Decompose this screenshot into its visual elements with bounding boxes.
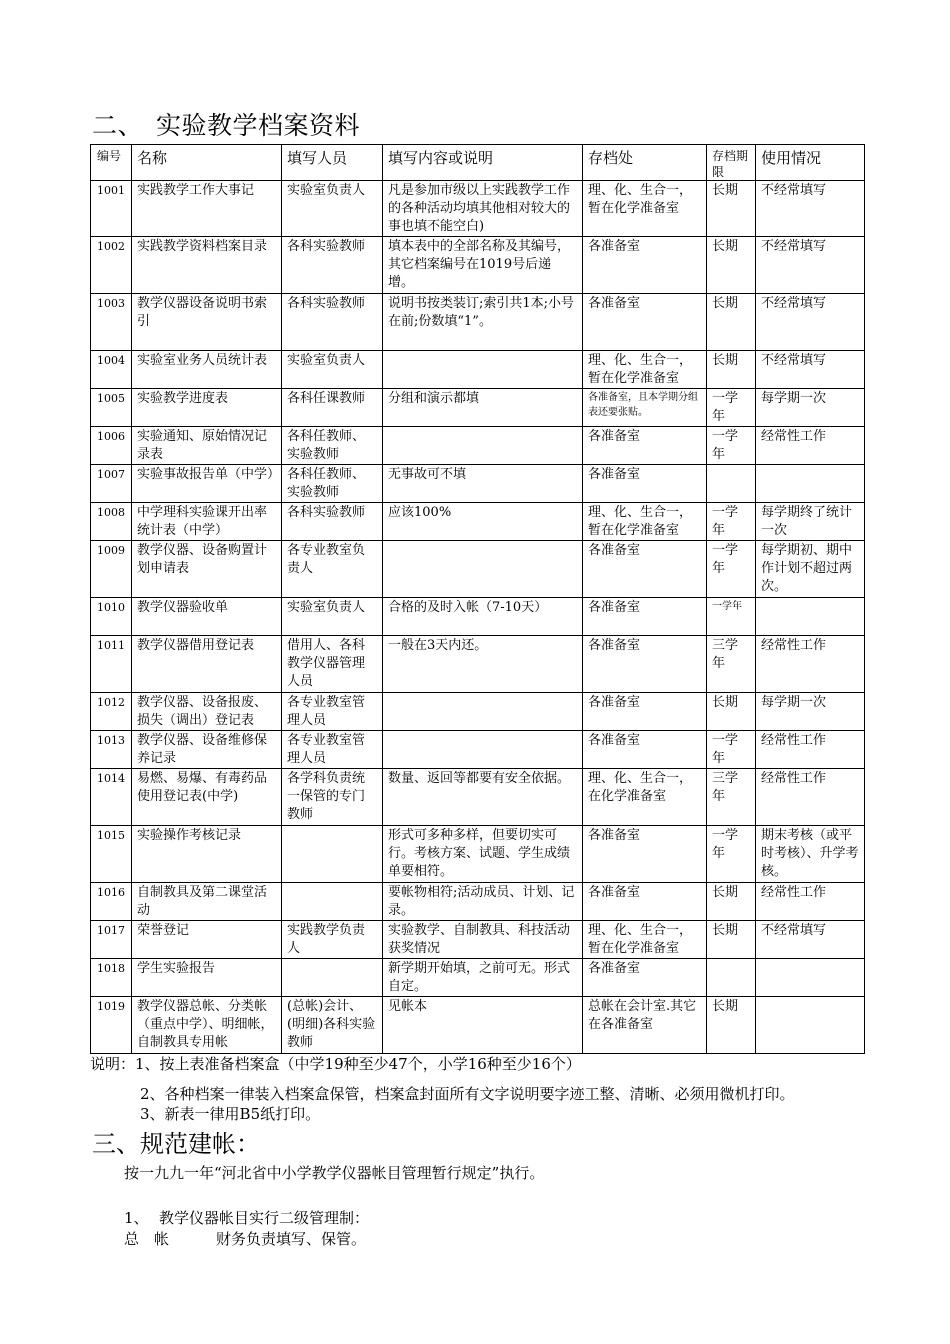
table-cell: 教学仪器总帐、分类帐（重点中学）、明细帐，自制教具专用帐 [132,997,282,1054]
table-cell: 理、化、生合一，暂在化学准备室 [583,351,707,389]
table-cell [756,997,865,1054]
table-cell [282,959,383,997]
table-cell: 教学仪器借用登记表 [132,636,282,693]
table-row [91,237,865,294]
table-cell: 每学期终了统计一次 [756,503,865,541]
table-cell: 1004 [91,351,132,389]
list-item-number: 1、 [124,1209,149,1227]
table-cell [383,693,583,731]
table-row [91,921,865,959]
table-cell: 各准备室 [583,427,707,465]
table-cell: 合格的及时入帐（7-10天） [383,598,583,636]
table-notes [90,1052,795,1126]
paragraph-regulation: 按一九九一年“河北省中小学教学仪器帐目管理暂行规定”执行。 [124,1164,545,1182]
table-row [91,389,865,427]
table-cell: 长期 [707,294,756,351]
list-item-text: 教学仪器帐目实行二级管理制： [159,1209,370,1227]
table-cell: 教学仪器验收单 [132,598,282,636]
table-cell: 各准备室 [583,465,707,503]
table-cell: 各专业教室负责人 [282,541,383,598]
table-cell: 1019 [91,997,132,1054]
table-cell: 不经常填写 [756,351,865,389]
table-cell: 实践教学资料档案目录 [132,237,282,294]
table-row [91,693,865,731]
table-cell: 自制教具及第二课堂活动 [132,883,282,921]
table-cell: 经常性工作 [756,427,865,465]
header-cell: 使用情况 [756,145,865,181]
table-cell: 经常性工作 [756,636,865,693]
header-cell: 填写人员 [282,145,383,181]
table-cell [756,598,865,636]
table-row [91,427,865,465]
table-cell: 各准备室 [583,959,707,997]
table-cell: 每学期一次 [756,389,865,427]
header-cell: 存档处 [583,145,707,181]
table-cell: 一般在3天内还。 [383,636,583,693]
table-cell [383,731,583,769]
table-cell: 新学期开始填，之前可无。形式自定。 [383,959,583,997]
table-cell: 1006 [91,427,132,465]
table-row [91,636,865,693]
table-cell: 理、化、生合一，暂在化学准备室 [583,181,707,237]
table-cell: 一学年 [707,503,756,541]
table-cell: 1005 [91,389,132,427]
table-cell: 1008 [91,503,132,541]
table-cell [707,465,756,503]
table-cell: 1012 [91,693,132,731]
table-cell: 总帐在会计室.其它在各准备室 [583,997,707,1054]
table-cell: 各准备室 [583,636,707,693]
table-cell: 1007 [91,465,132,503]
table-cell: 各专业教室管理人员 [282,731,383,769]
table-cell [282,826,383,883]
table-row [91,351,865,389]
table-cell: 各科实验教师 [282,294,383,351]
table-cell: 实验室业务人员统计表 [132,351,282,389]
table-cell: 理、化、生合一，在化学准备室 [583,769,707,826]
table-cell: 长期 [707,997,756,1054]
table-cell: 不经常填写 [756,237,865,294]
table-cell [707,959,756,997]
table-cell: 教学仪器、设备购置计划申请表 [132,541,282,598]
table-cell: 说明书按类装订;索引共1本;小号在前;份数填“1”。 [383,294,583,351]
list-item-1 [124,1207,369,1228]
table-cell: 不经常填写 [756,294,865,351]
table-cell: 各准备室 [583,883,707,921]
table-row [91,465,865,503]
table-row [91,959,865,997]
table-cell: 实验室负责人 [282,181,383,237]
table-row [91,883,865,921]
table-row [91,997,865,1054]
table-cell [282,883,383,921]
table-cell [756,465,865,503]
table-cell: 各科任教师、实验教师 [282,427,383,465]
table-cell: 教学仪器、设备报废、损失（调出）登记表 [132,693,282,731]
table-row [91,769,865,826]
table-cell: 不经常填写 [756,181,865,237]
table-cell: 三学年 [707,636,756,693]
table-cell: 1014 [91,769,132,826]
section-heading-archives [92,106,360,142]
table-cell: 1018 [91,959,132,997]
table-row [91,294,865,351]
archive-table [90,144,865,1054]
header-cell: 编号 [91,145,132,181]
table-cell: 分组和演示都填 [383,389,583,427]
header-cell: 存档期限 [707,145,756,181]
table-cell: 各科任课教师 [282,389,383,427]
table-cell: 各科任教师、实验教师 [282,465,383,503]
table-cell: 实验室负责人 [282,351,383,389]
table-row [91,826,865,883]
table-header-row [91,145,865,181]
table-cell: 1017 [91,921,132,959]
table-cell: 期末考核（或平时考核）、升学考核。 [756,826,865,883]
table-cell: 1003 [91,294,132,351]
table-cell: 每学期一次 [756,693,865,731]
table-cell: 1016 [91,883,132,921]
list-item-key: 总 帐 [124,1230,170,1248]
table-cell: 1013 [91,731,132,769]
table-cell: 各准备室 [583,693,707,731]
table-cell: 理、化、生合一，暂在化学准备室 [583,921,707,959]
table-cell: 长期 [707,351,756,389]
note-3: 3、新表一律用B5纸打印。 [140,1105,321,1123]
table-cell: 各学科负责统一保管的专门教师 [282,769,383,826]
header-cell: 名称 [132,145,282,181]
table-cell: 各准备室 [583,598,707,636]
table-cell: 实验操作考核记录 [132,826,282,883]
table-cell: 各准备室 [583,294,707,351]
table-cell: 一学年 [707,389,756,427]
table-row [91,181,865,237]
list-item-text: 财务负责填写、保管。 [216,1230,367,1248]
table-cell [383,351,583,389]
table-cell: 应该100% [383,503,583,541]
table-cell: 各准备室 [583,731,707,769]
table-cell: (总帐)会计、(明细)各科实验教师 [282,997,383,1054]
table-cell: 数量、返回等都要有安全依据。 [383,769,583,826]
table-cell: 荣誉登记 [132,921,282,959]
section-title: 实验教学档案资料 [156,111,361,140]
table-cell: 实验室负责人 [282,598,383,636]
table-cell: 学生实验报告 [132,959,282,997]
table-cell: 教学仪器设备说明书索引 [132,294,282,351]
table-cell: 实验事故报告单（中学） [132,465,282,503]
table-cell: 1009 [91,541,132,598]
table-cell: 长期 [707,693,756,731]
table-cell: 各专业教室管理人员 [282,693,383,731]
table-cell: 实验教学进度表 [132,389,282,427]
table-cell [383,541,583,598]
table-cell: 经常性工作 [756,883,865,921]
table-cell: 易燃、易爆、有毒药品使用登记表(中学) [132,769,282,826]
table-cell: 一学年 [707,427,756,465]
table-cell: 一学年 [707,541,756,598]
table-cell: 长期 [707,237,756,294]
table-cell: 长期 [707,921,756,959]
table-cell: 实践教学工作大事记 [132,181,282,237]
table-row [91,731,865,769]
table-cell: 一学年 [707,731,756,769]
table-cell: 经常性工作 [756,731,865,769]
table-cell [383,427,583,465]
table-cell: 借用人、各科教学仪器管理人员 [282,636,383,693]
table-cell: 一学年 [707,826,756,883]
table-cell: 每学期初、期中作计划不超过两次。 [756,541,865,598]
table-cell: 1015 [91,826,132,883]
table-cell: 见帐本 [383,997,583,1054]
table-cell: 实验教学、自制教具、科技活动获奖情况 [383,921,583,959]
note-1: 说明：1、按上表准备档案盒（中学19种至少47个，小学16种至少16个） [90,1055,581,1073]
table-cell: 1002 [91,237,132,294]
table-row [91,541,865,598]
list-item-general-ledger [124,1228,366,1249]
table-row [91,503,865,541]
table-cell: 长期 [707,883,756,921]
table-cell: 凡是参加市级以上实践教学工作的各种活动均填其他相对较大的事也填不能空白) [383,181,583,237]
table-cell: 理、化、生合一，暂在化学准备室 [583,503,707,541]
table-cell: 形式可多种多样，但要切实可行。考核方案、试题、学生成绩单要相符。 [383,826,583,883]
table-cell: 各准备室，且本学期分组表还要张贴。 [583,389,707,427]
table-cell: 填本表中的全部名称及其编号，其它档案编号在1019号后递增。 [383,237,583,294]
table-cell: 中学理科实验课开出率统计表（中学） [132,503,282,541]
table-cell: 一学年 [707,598,756,636]
table-cell: 三学年 [707,769,756,826]
table-cell: 各准备室 [583,237,707,294]
table-cell: 各科实验教师 [282,503,383,541]
table-cell: 长期 [707,181,756,237]
table-cell: 各科实验教师 [282,237,383,294]
table-cell: 要帐物相符;活动成员、计划、记录。 [383,883,583,921]
table-cell: 无事故可不填 [383,465,583,503]
section-number: 二、 [92,111,144,140]
table-cell [756,959,865,997]
table-cell: 经常性工作 [756,769,865,826]
header-cell: 填写内容或说明 [383,145,583,181]
table-cell: 不经常填写 [756,921,865,959]
table-cell: 各准备室 [583,541,707,598]
table-cell: 各准备室 [583,826,707,883]
table-cell: 教学仪器、设备维修保养记录 [132,731,282,769]
table-row [91,598,865,636]
table-cell: 1001 [91,181,132,237]
table-cell: 1011 [91,636,132,693]
table-cell: 实践教学负责人 [282,921,383,959]
table-cell: 1010 [91,598,132,636]
note-2: 2、各种档案一律装入档案盒保管，档案盒封面所有文字说明要字迹工整、清晰、必须用微机打印。 [140,1085,795,1103]
table-cell: 实验通知、原始情况记录表 [132,427,282,465]
section-heading-accounts: 三、规范建帐： [92,1130,260,1158]
